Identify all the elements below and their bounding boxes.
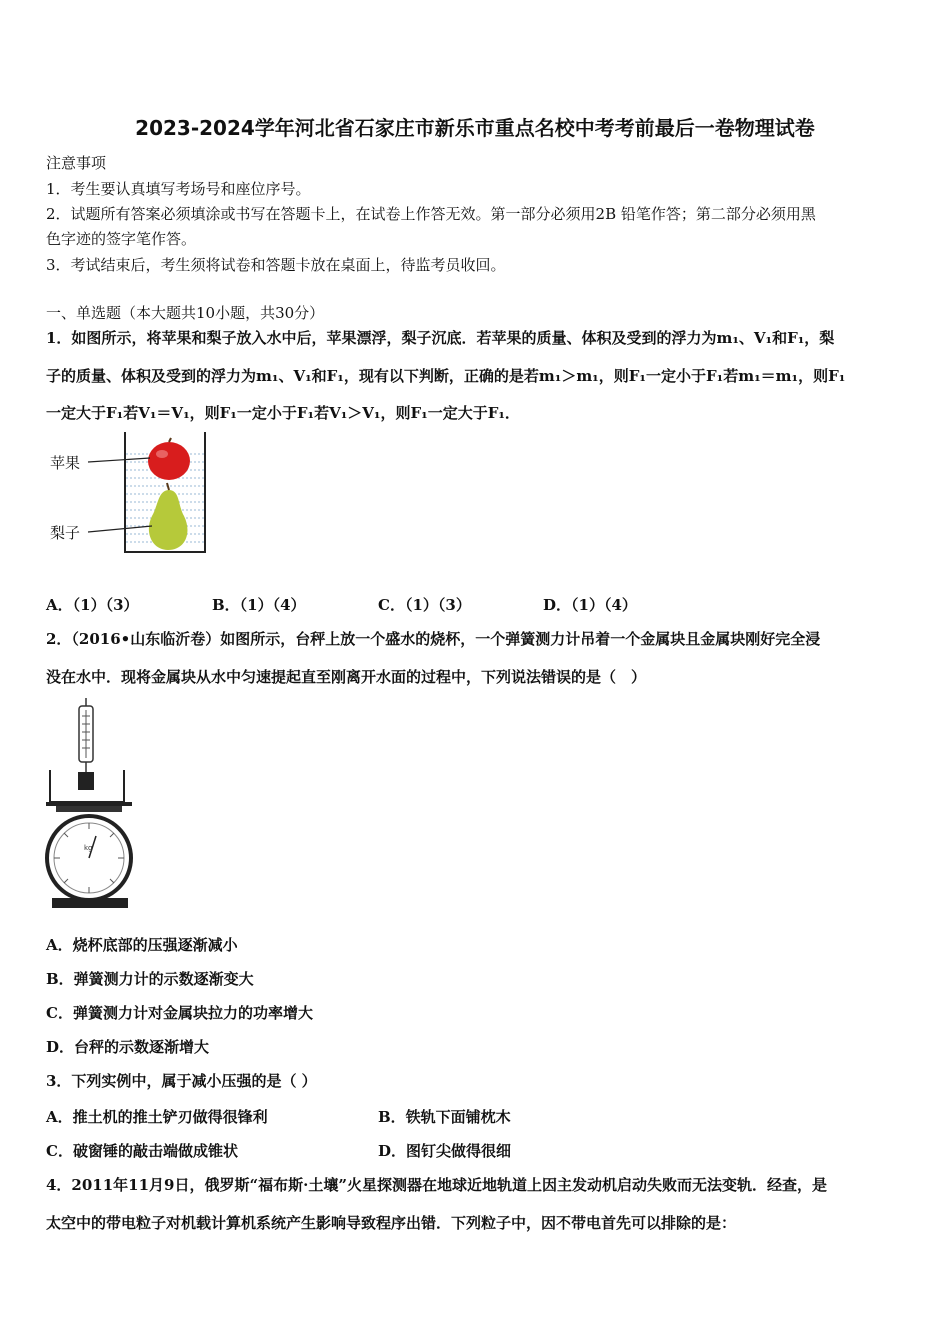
q2-option-c: C．弹簧测力计对金属块拉力的功率增大 — [46, 1004, 313, 1022]
q3-option-b: B．铁轨下面铺枕木 — [378, 1108, 511, 1126]
q1-stem-line: 一定大于F₁若V₁＝V₁，则F₁一定小于F₁若V₁＞V₁，则F₁一定大于F₁． — [46, 404, 520, 422]
notice-item: 2．试题所有答案必须填涂或书写在答题卡上，在试卷上作答无效。第一部分必须用2B 铅笔作答；第二部分必须用黑 — [46, 205, 816, 223]
q4-stem-line: 太空中的带电粒子对机载计算机系统产生影响导致程序出错．下列粒子中，因不带电首先可以排除的是： — [46, 1214, 737, 1232]
q1-option-b: B．（1）（4） — [212, 596, 306, 614]
q2-option-b: B．弹簧测力计的示数逐渐变大 — [46, 970, 254, 988]
q3-option-a: A．推土机的推土铲刃做得很锋利 — [46, 1108, 268, 1126]
pear-label: 梨子 — [50, 524, 81, 542]
q1-option-a: A．（1）（3） — [46, 596, 139, 614]
scale-figure — [44, 698, 136, 910]
notice-heading: 注意事项 — [46, 154, 107, 172]
notice-item: 1．考生要认真填写考场号和座位序号。 — [46, 180, 311, 198]
q1-option-d: D．（1）（4） — [543, 596, 637, 614]
q4-stem-line: 4．2011年11月9日，俄罗斯“福布斯·土壤”火星探测器在地球近地轨道上因主发动机启动失败而无法变轨．经查，是 — [46, 1176, 827, 1194]
q2-option-a: A．烧杯底部的压强逐渐减小 — [46, 936, 238, 954]
page-title: 2023-2024学年河北省石家庄市新乐市重点名校中考考前最后一卷物理试卷 — [135, 116, 815, 140]
dial-unit: kg — [84, 844, 93, 852]
pear — [149, 490, 188, 550]
q3-option-d: D．图钉尖做得很细 — [378, 1142, 512, 1160]
q2-stem-line: 没在水中．现将金属块从水中匀速提起直至刚离开水面的过程中，下列说法错误的是（ ） — [46, 668, 647, 686]
notice-item: 色字迹的签字笔作答。 — [46, 230, 197, 248]
q1-option-c: C．（1）（3） — [378, 596, 471, 614]
q3-stem: 3．下列实例中，属于减小压强的是（ ） — [46, 1072, 317, 1090]
notice-item: 3．考试结束后，考生须将试卷和答题卡放在桌面上，待监考员收回。 — [46, 256, 506, 274]
q1-stem-line: 子的质量、体积及受到的浮力为m₁、V₁和F₁，现有以下判断，正确的是若m₁＞m₁，则F₁一定小于F₁若m₁＝m₁，则F₁ — [46, 367, 846, 385]
q3-option-c: C．破窗锤的敲击端做成锥状 — [46, 1142, 238, 1160]
q2-stem-line: 2．（2016•山东临沂卷）如图所示，台秤上放一个盛水的烧杯，一个弹簧测力计吊着一个金属块且金属块刚好完全浸 — [46, 630, 821, 648]
q2-option-d: D．台秤的示数逐渐增大 — [46, 1038, 210, 1056]
apple — [148, 442, 190, 480]
apple-label: 苹果 — [50, 454, 81, 472]
metal-block — [78, 772, 94, 790]
q1-stem-line: 1．如图所示，将苹果和梨子放入水中后，苹果漂浮，梨子沉底．若苹果的质量、体积及受到的浮力为m₁、V₁和F₁，梨 — [46, 329, 835, 347]
section-heading: 一、单选题（本大题共10小题，共30分） — [46, 304, 325, 322]
